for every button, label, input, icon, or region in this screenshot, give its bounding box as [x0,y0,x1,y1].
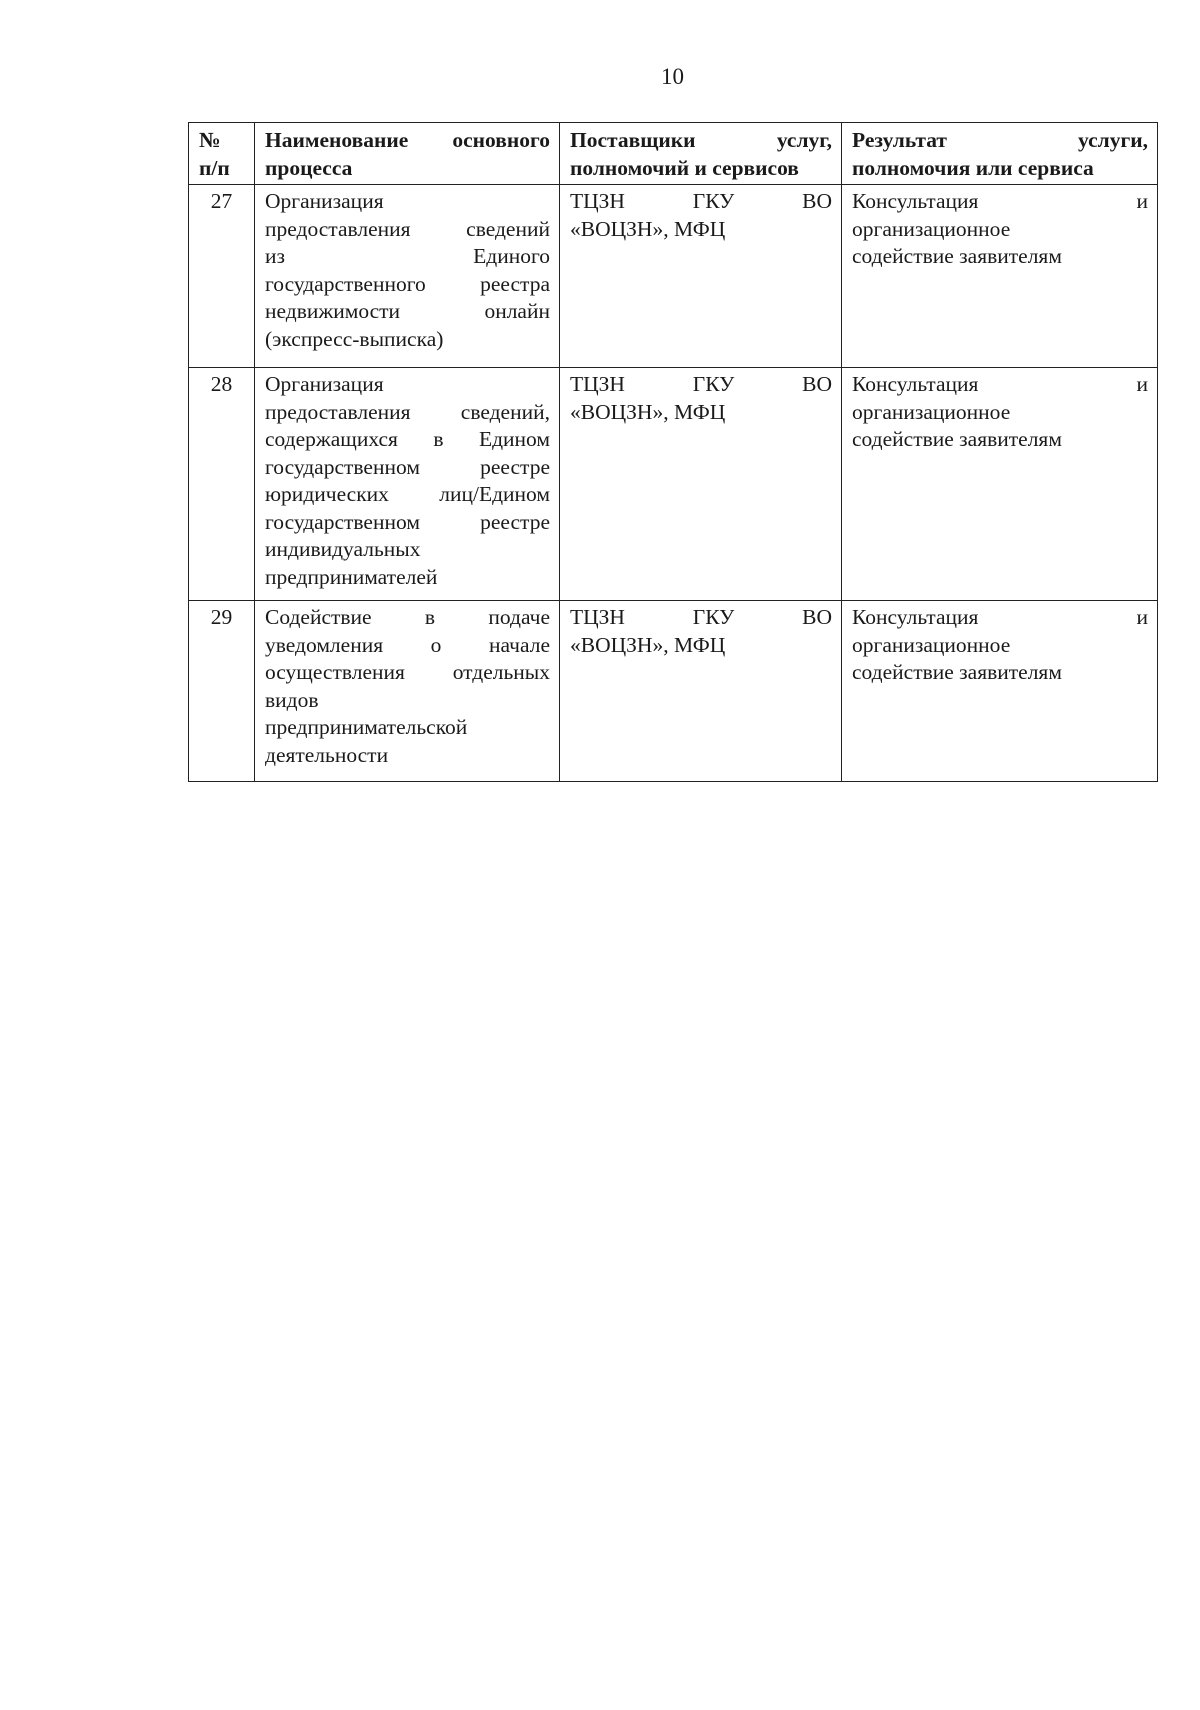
process-line: индивидуальных [265,537,421,561]
result-line: содействие заявителям [852,660,1062,684]
header-process-line: Наименование основного [265,128,550,152]
providers-line: ТЦЗН ГКУ ВО [570,372,832,396]
process-line: Содействие в подаче [265,605,550,629]
providers-line: «ВОЦЗН», МФЦ [570,399,726,424]
header-providers [560,123,842,185]
providers-line: «ВОЦЗН», МФЦ [570,216,726,241]
process-line: юридических лиц/Едином [265,482,550,506]
table-row [189,601,1158,782]
result-line: организационное [852,399,1011,424]
result-line: организационное [852,632,1011,657]
header-num-line: № [199,128,221,152]
row-number-cell: 27 [189,185,255,368]
providers-cell [560,368,842,601]
header-process-line: процесса [265,155,353,180]
providers-line: ТЦЗН ГКУ ВО [570,605,832,629]
result-line: организационное [852,216,1011,241]
result-cell [842,601,1158,782]
header-result-line: полномочия или сервиса [852,155,1094,180]
header-result [842,123,1158,185]
process-line: из Единого [265,244,550,268]
process-line: Организация [265,372,384,396]
header-providers-line: полномочий и сервисов [570,155,799,180]
result-cell [842,185,1158,368]
process-line: содержащихся в Едином [265,427,550,451]
result-cell [842,368,1158,601]
providers-line: ТЦЗН ГКУ ВО [570,189,832,213]
result-line: содействие заявителям [852,244,1062,268]
result-line: Консультация и [852,189,1148,213]
table-header-row [189,123,1158,185]
result-line: Консультация и [852,372,1148,396]
providers-cell [560,185,842,368]
table-row [189,185,1158,368]
process-line: деятельности [265,742,389,767]
providers-line: «ВОЦЗН», МФЦ [570,632,726,657]
process-cell [255,368,560,601]
process-line: Организация [265,189,384,213]
process-line: предоставления сведений [265,216,550,241]
process-line: государственном реестре [265,454,550,479]
providers-cell [560,601,842,782]
header-process [255,123,560,185]
process-line: осуществления отдельных [265,660,550,684]
page-number: 10 [661,64,684,89]
process-line: государственного реестра [265,271,550,296]
header-num-line: п/п [199,155,230,180]
process-line: (экспресс-выписка) [265,326,444,351]
process-line: предпринимательской [265,715,468,739]
table-row [189,368,1158,601]
process-cell [255,185,560,368]
process-line: предоставления сведений, [265,399,550,424]
header-result-line: Результат услуги, [852,128,1148,152]
table-body [189,185,1158,782]
result-line: Консультация и [852,605,1148,629]
header-providers-line: Поставщики услуг, [570,128,832,152]
row-number-cell: 28 [189,368,255,601]
process-cell [255,601,560,782]
process-line: уведомления о начале [265,632,550,657]
process-line: предпринимателей [265,564,438,589]
row-number-cell: 29 [189,601,255,782]
process-line: видов [265,687,319,712]
result-line: содействие заявителям [852,427,1062,451]
process-line: государственном реестре [265,509,550,534]
services-table [188,122,1158,782]
header-num [189,123,255,185]
process-line: недвижимости онлайн [265,299,550,323]
